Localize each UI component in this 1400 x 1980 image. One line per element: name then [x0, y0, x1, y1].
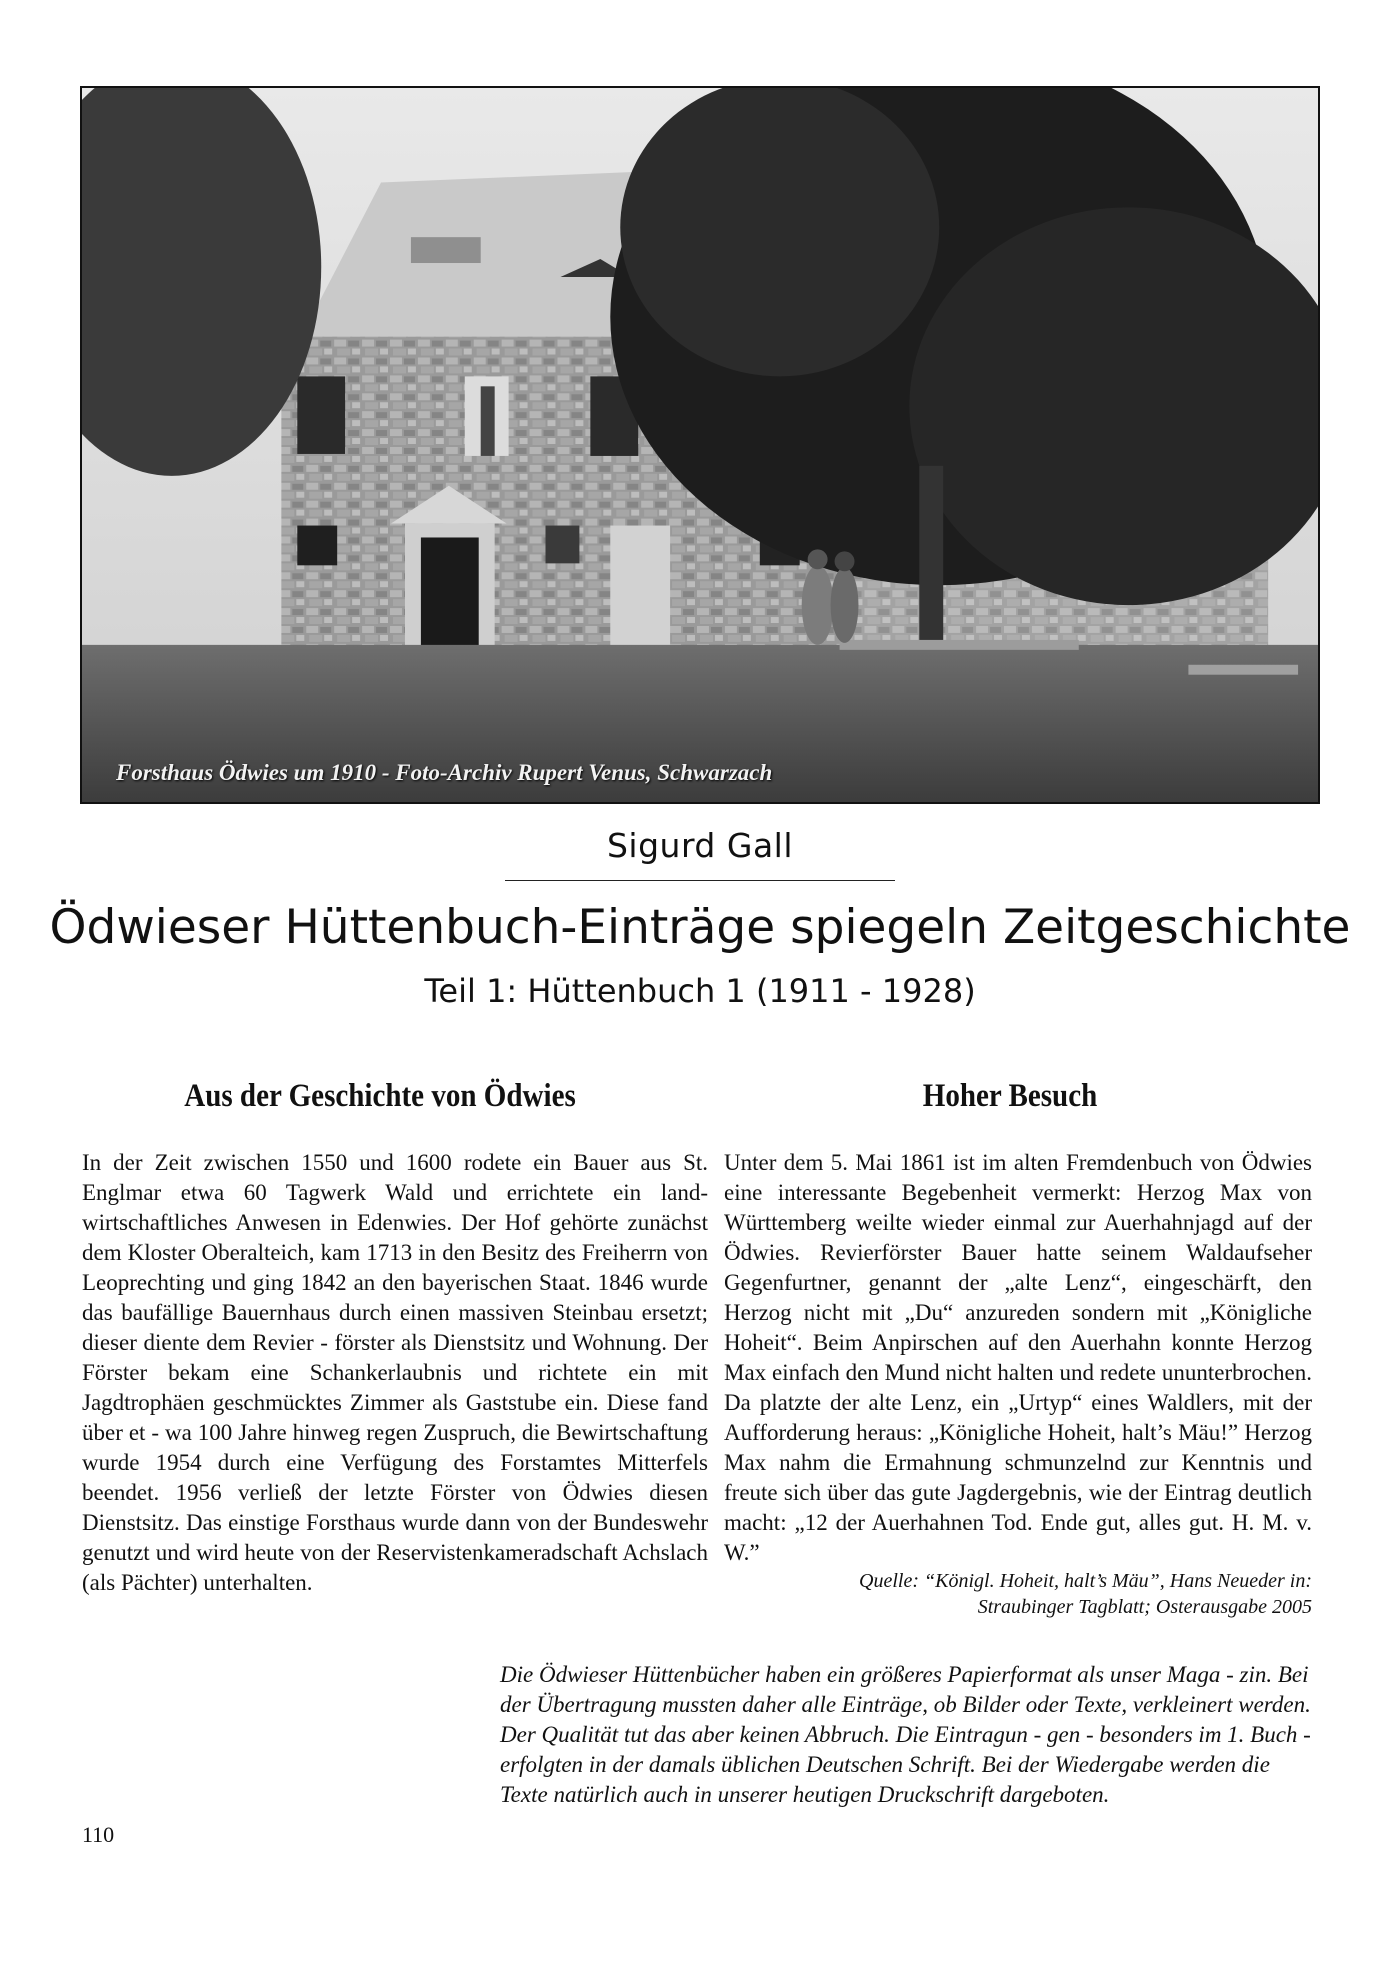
right-column-text: Unter dem 5. Mai 1861 ist im alten Fremdenbuch von Ödwies eine interessante Begebenheit vermerkt: Herzog Max von Württemberg weilte wieder einmal zur Auerhahnjagd auf der Ödwies. Revierförster Bauer hatte seinem Waldaufseher Gegenfurtner, genannt der „alte Lenz“, eingeschärft, den Herzog nicht mit „Du“ anzureden sondern mit „Königliche Hoheit“. Beim Anpirschen auf den Auerhahn konnte Herzog Max einfach den Mund nicht halten und redete ununterbrochen. Da platzte der alte Lenz, ein „Urtyp“ eines Waldlers, mit der Aufforderung heraus: „Königliche Hoheit, halt’s Mäu!” Herzog Max nahm die Ermahnung schmunzelnd zur Kenntnis und freute sich über das gute Jagdergebnis, wie der Eintrag deutlich macht: „12 der Auerhahnen Tod. Ende gut, alles gut. H. M. v. W.”: [724, 1150, 1312, 1565]
page-number: 110: [82, 1822, 115, 1847]
photo-caption: Forsthaus Ödwies um 1910 - Foto-Archiv Rupert Venus, Schwarzach: [116, 760, 773, 785]
source-line-2: Straubinger Tagblatt; Osterausgabe 2005: [977, 1596, 1312, 1618]
source-citation: [724, 1568, 1312, 1620]
article-subtitle: Teil 1: Hüttenbuch 1 (1911 - 1928): [424, 972, 976, 1010]
author-name: Sigurd Gall: [606, 826, 794, 865]
source-line-1: Quelle: “Königl. Hoheit, halt’s Mäu”, Hans Neueder in:: [859, 1570, 1312, 1592]
forsthaus-photo-image: [82, 88, 1318, 802]
forsthaus-photo: [80, 86, 1320, 804]
right-column-heading: Hoher Besuch: [922, 1078, 1098, 1114]
editorial-note: Die Ödwieser Hüttenbücher haben ein größeres Papierformat als unser Maga - zin. Bei der Übertragung mussten daher alle Einträge, ob Bilder oder Texte, verkleinert werden. Der Qualität tut das aber keinen Abbruch. Die Eintragun - gen - besonders im 1. Buch - erfolgten in der damals üblichen Deutschen Schrift. Bei der Wiedergabe werden die Texte natürlich auch in unserer heutigen Druckschrift dargeboten.: [500, 1662, 1311, 1807]
left-column-text: In der Zeit zwischen 1550 und 1600 rodete ein Bauer aus St. Englmar etwa 60 Tagwerk Wald und errichtete ein landwirtschaftliches Anwesen in Edenwies. Der Hof gehörte zunächst dem Kloster Oberalteich, kam 1713 in den Besitz des Freiherrn von Leoprechting und ging 1842 an den bayerischen Staat. 1846 wurde das baufällige Bauernhaus durch einen massiven Steinbau ersetzt; dieser diente dem Revier - förster als Dienstsitz und Wohnung. Der Förster bekam eine Schankerlaubnis und richtete ein mit Jagdtrophäen geschmücktes Zimmer als Gaststube ein. Diese fand über et - wa 100 Jahre hinweg regen Zuspruch, die Bewirtschaftung wurde 1954 durch eine Verfügung des Forstamtes Mitterfels beendet. 1956 verließ der letzte Förster von Ödwies diesen Dienstsitz. Das einstige Forsthaus wurde dann von der Bundeswehr genutzt und wird heute von der Reservistenkameradschaft Achslach (als Pächter) unterhalten.: [82, 1150, 708, 1595]
left-column-heading: Aus der Geschichte von Ödwies: [184, 1078, 576, 1114]
author-divider: [505, 880, 895, 881]
article-title: Ödwieser Hüttenbuch-Einträge spiegeln Zeitgeschichte: [49, 900, 1351, 955]
